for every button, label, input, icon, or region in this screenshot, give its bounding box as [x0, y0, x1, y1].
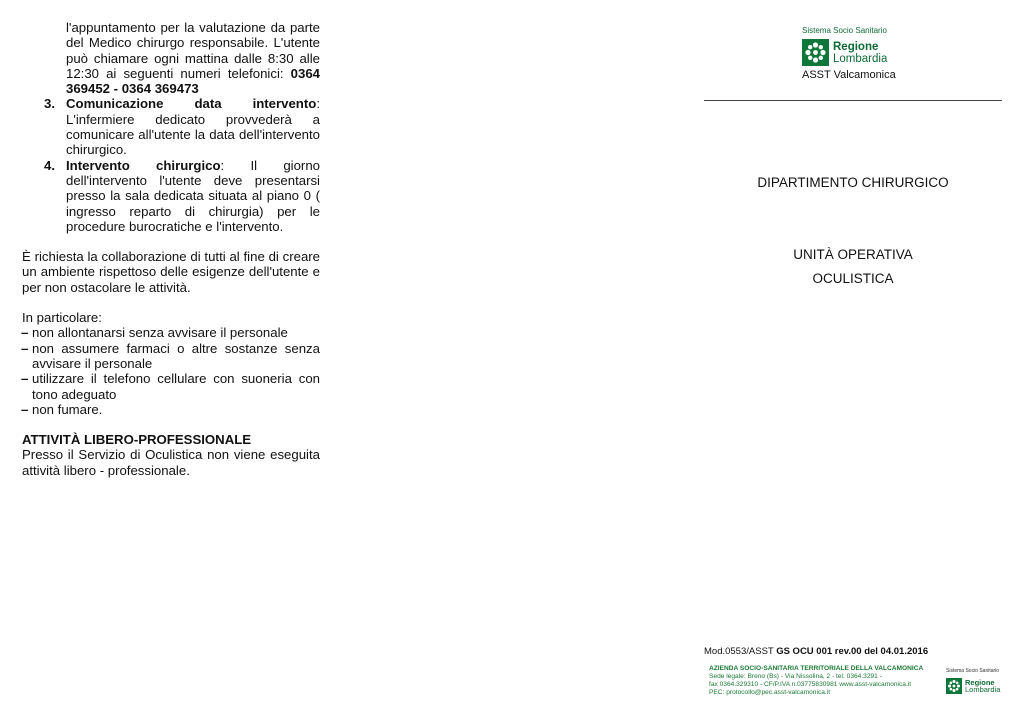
unit-title-line2: OCULISTICA [812, 271, 894, 286]
small-logo-name-line2: Lombardia [965, 685, 1001, 694]
dash-marker: – [21, 340, 29, 356]
particular-heading: In particolare: [22, 310, 102, 326]
step-3-number: 3. [44, 96, 55, 112]
footer-line1: Sede legale: Breno (Bs) - Via Nissolina, 2 - tel. 0364.3291 - [709, 672, 882, 680]
department-title: DIPARTIMENTO CHIRURGICO [757, 175, 949, 190]
small-lombardy-rose-icon [946, 678, 962, 694]
footer-line3: PEC: protocollo@pec.asst-valcamonica.it [709, 688, 831, 696]
logo-name-line2: Lombardia [833, 53, 888, 65]
footer-regione-logo [946, 668, 1006, 698]
rule-item: – utilizzare il telefono cellulare con suoneria con tono adeguato [21, 371, 320, 402]
collaboration-paragraph: È richiesta la collaborazione di tutti al fine di creare un ambiente rispettoso delle esigenze dell'utente e per non ostacolare le attività. [22, 249, 320, 295]
step-3-title: Comunicazione data intervento [66, 96, 317, 112]
dash-marker: – [21, 371, 29, 387]
footer-title: AZIENDA SOCIO-SANITARIA TERRITORIALE DELLA VALCAMONICA [709, 665, 924, 672]
logo-asst: ASST Valcamonica [802, 69, 896, 81]
rules-list [22, 325, 320, 417]
small-logo-name-line1: Regione [965, 678, 995, 687]
header-divider [704, 100, 1002, 101]
footer-contact-block [709, 665, 934, 697]
step-3-text: : L'infermiere dedicato provvederà a comunicare all'utente la data dell'intervento chirurgico. [66, 96, 320, 158]
step-2-continuation [22, 20, 320, 96]
procedure-steps-list [22, 20, 320, 234]
unit-title-line1: UNITÀ OPERATIVA [793, 247, 913, 262]
private-practice-text: Presso il Servizio di Oculistica non viene eseguita attività libero - professionale. [22, 447, 320, 478]
rule-item: – non allontanarsi senza avvisare il personale [21, 325, 288, 341]
step-4-text: : Il giorno dell'intervento l'utente deve presentarsi presso la sala dedicata situata al piano 0 ( ingresso reparto di chirurgia) per le procedure burocratiche e l'intervento. [66, 157, 320, 234]
lombardy-rose-icon [802, 39, 829, 66]
small-logo-system-label: Sistema Socio Sanitario [946, 668, 1000, 674]
logo-name-line1: Regione [833, 41, 879, 53]
left-column [22, 20, 320, 478]
step-2-text: l'appuntamento per la valutazione da parte del Medico chirurgo responsabile. L'utente può chiamare ogni mattina dalle 8:30 alle 12:30 ai seguenti numeri telefonici: [66, 20, 320, 81]
step-4 [22, 158, 320, 234]
step-4-title: Intervento chirurgico [66, 157, 221, 173]
mod-prefix: Mod.0553/ASST [704, 646, 777, 657]
rule-item: – non fumare. [21, 401, 103, 417]
logo-system-label: Sistema Socio Sanitario [802, 26, 887, 35]
document-code [704, 646, 928, 657]
step-3 [22, 96, 320, 157]
rule-item: – non assumere farmaci o altre sostanze senza avvisare il personale [21, 340, 320, 371]
step-4-number: 4. [44, 157, 55, 173]
regione-lombardia-logo [802, 26, 912, 82]
dash-marker: – [21, 325, 29, 341]
phone-numbers: 0364 369452 - 0364 369473 [66, 65, 320, 97]
footer-line2: fax 0364.329310 - CF/P.IVA n.03775830981 www.asst-valcamonica.it [709, 680, 912, 688]
dash-marker: – [21, 401, 29, 417]
private-practice-title: ATTIVITÀ LIBERO-PROFESSIONALE [22, 432, 252, 448]
mod-code: GS OCU 001 rev.00 del 04.01.2016 [776, 646, 929, 657]
